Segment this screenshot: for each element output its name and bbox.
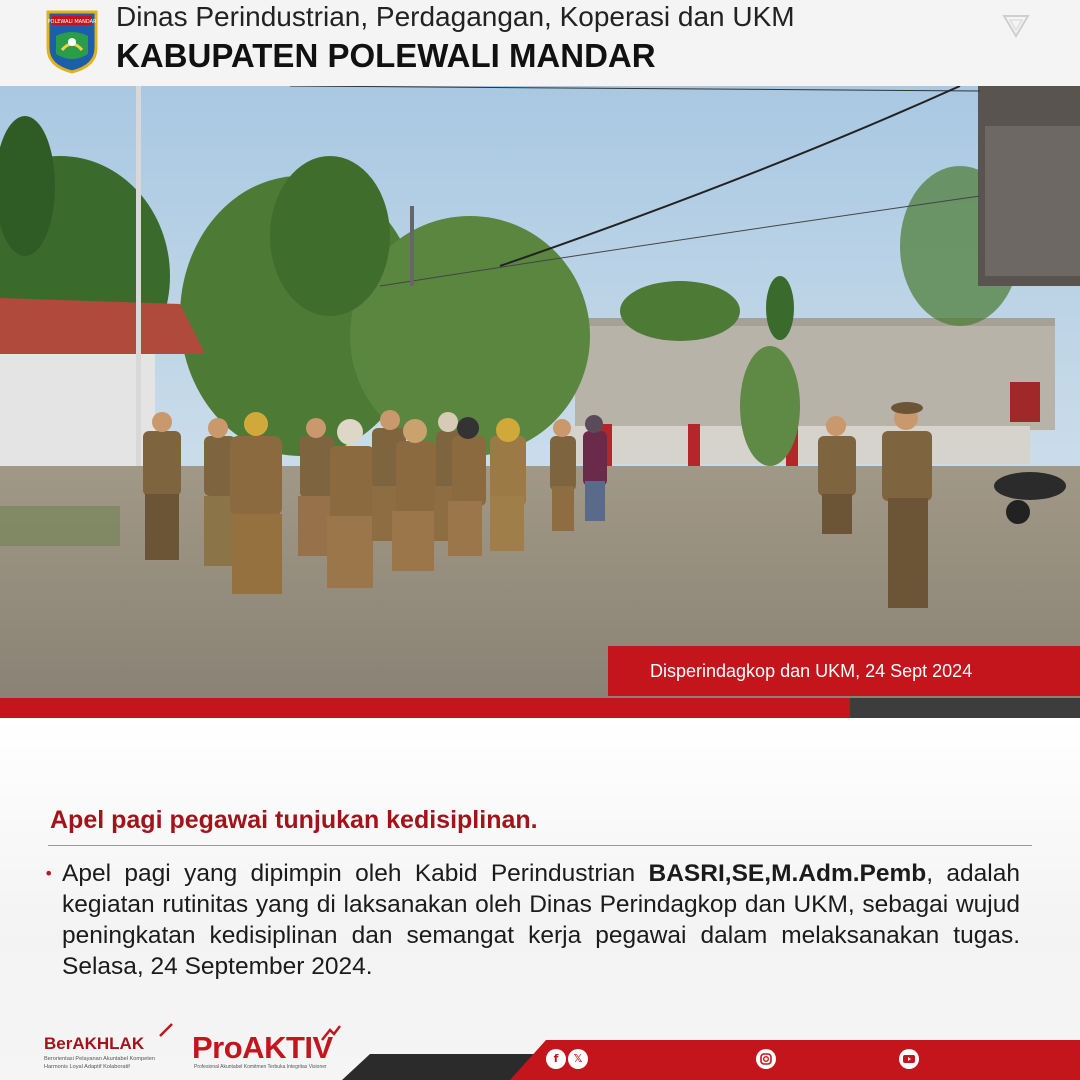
instagram-glyph-icon: [756, 1049, 776, 1069]
dark-accent-strip: [850, 698, 1080, 718]
title-divider: [48, 845, 1032, 846]
article-title: Apel pagi pegawai tunjukan kedisiplinan.: [50, 806, 538, 834]
x-icon[interactable]: 𝕏: [568, 1049, 588, 1069]
leader-name: BASRI,SE,M.Adm.Pemb: [648, 860, 927, 887]
triangle-decoration-icon: [1002, 14, 1030, 38]
body-text-post: , adalah kegiatan rutinitas yang di laksanakan oleh Dinas Perindagkop dan UKM, sebagai wujud peningkatan kedisiplinan dan semangat kerja pegawai dalam melaksanakan tugas. Selasa, 24 September 2024.: [62, 860, 1020, 980]
bullet-icon: •: [44, 864, 54, 883]
header-regency-name: KABUPATEN POLEWALI MANDAR: [116, 37, 656, 74]
proaktiv-title: ProAKTIV: [192, 1030, 333, 1065]
berakhlak-subtitle-line-1: Berorientasi Pelayanan Akuntabel Kompeten: [44, 1056, 156, 1062]
youtube-icon[interactable]: [899, 1049, 919, 1069]
instagram-icon[interactable]: [756, 1049, 776, 1069]
header: [0, 0, 1080, 86]
photo-caption: Disperindagkop dan UKM, 24 Sept 2024: [608, 646, 1080, 696]
berakhlak-swoosh-icon: [158, 1022, 174, 1038]
article-body: [62, 858, 1020, 982]
berakhlak-title: BerAKHLAK: [44, 1034, 145, 1053]
body-text-pre: Apel pagi yang dipimpin oleh Kabid Perindustrian: [62, 860, 649, 887]
regency-emblem-logo: [44, 8, 100, 74]
berakhlak-subtitle-line-2: Harmonis Loyal Adaptif Kolaboratif: [44, 1064, 130, 1070]
svg-text:POLEWALI MANDAR: POLEWALI MANDAR: [47, 19, 97, 25]
youtube-glyph-icon: [899, 1049, 919, 1069]
header-agency-name: Dinas Perindustrian, Perdagangan, Koperasi dan UKM: [116, 1, 795, 32]
morning-assembly-photo: [0, 86, 1080, 698]
red-accent-strip: [0, 698, 850, 718]
proaktiv-subtitle: Profesional Akuntabel Komitmen Terbuka Integritas Visioner: [194, 1064, 327, 1070]
facebook-icon[interactable]: f: [546, 1049, 566, 1069]
